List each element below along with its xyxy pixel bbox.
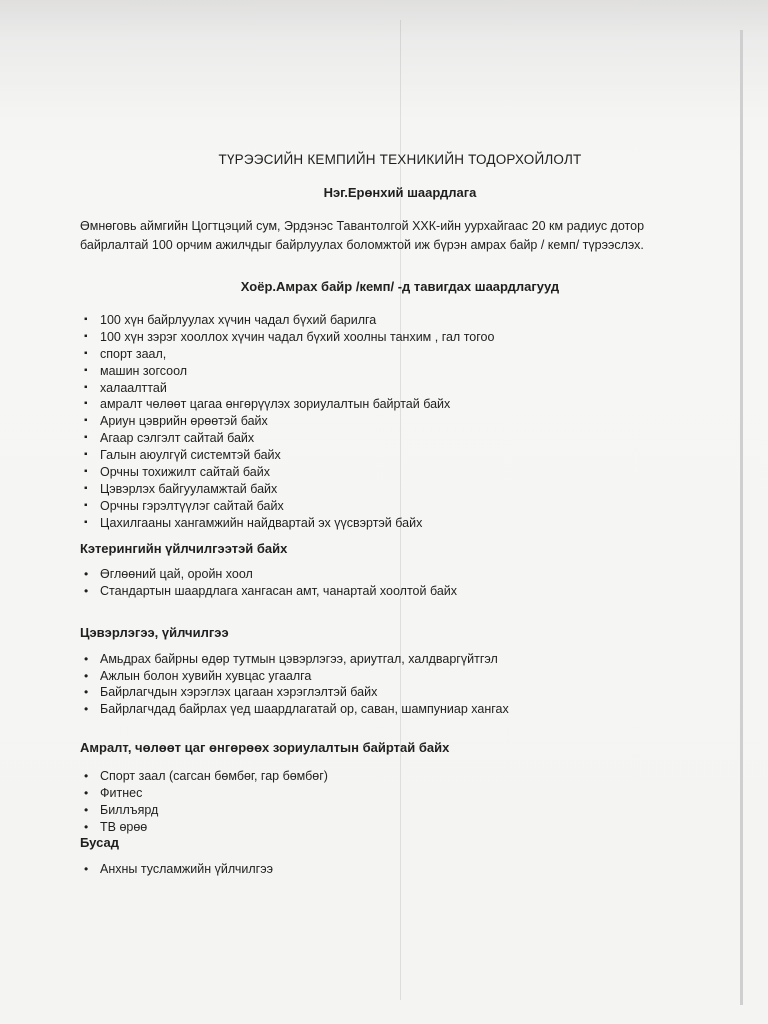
cleaning-heading: Цэвэрлэгээ, үйлчилгээ <box>80 625 229 640</box>
list-item: ▪ Орчны гэрэлтүүлэг сайтай байх <box>84 498 494 515</box>
cleaning-list <box>84 651 509 717</box>
list-item: ▪ Галын аюулгүй системтэй байх <box>84 447 494 464</box>
list-item: • Анхны тусламжийн үйлчилгээ <box>84 861 273 878</box>
list-item: • Спорт заал (сагсан бөмбөг, гар бөмбөг) <box>84 768 328 785</box>
list-item: • ТВ өрөө <box>84 819 328 836</box>
document-title: ТҮРЭЭСИЙН КЕМПИЙН ТЕХНИКИЙН ТОДОРХОЙЛОЛТ <box>218 152 582 167</box>
list-item: ▪ Агаар сэлгэлт сайтай байх <box>84 430 494 447</box>
section1-paragraph: Өмнөговь аймгийн Цогтцэций сум, Эрдэнэс Тавантолгой ХХК-ийн уурхайгаас 20 км радиус дотор байрлалтай 100 орчим ажилчдыг байрлуулах боломжтой иж бүрэн амрах байр / кемп/ түрээслэх. <box>80 219 645 252</box>
list-item: ▪ Цахилгааны хангамжийн найдвартай эх үүсвэртэй байх <box>84 515 494 532</box>
catering-heading: Кэтерингийн үйлчилгээтэй байх <box>80 541 288 556</box>
scan-shadow <box>0 0 768 120</box>
list-item: ▪ машин зогсоол <box>84 363 494 380</box>
list-item: ▪ 100 хүн байрлуулах хүчин чадал бүхий барилга <box>84 312 494 329</box>
list-item: • Өглөөний цай, оройн хоол <box>84 566 457 583</box>
list-item: • Амьдрах байрны өдөр тутмын цэвэрлэгээ, ариутгал, халдваргүйтгэл <box>84 651 509 668</box>
list-item: ▪ Ариун цэврийн өрөөтэй байх <box>84 413 494 430</box>
list-item: • Байрлагчдад байрлах үед шаардлагатай ор, саван, шампуниар хангах <box>84 701 509 718</box>
requirements-list <box>84 312 494 532</box>
list-item: ▪ халаалттай <box>84 380 494 397</box>
list-item: ▪ Орчны тохижилт сайтай байх <box>84 464 494 481</box>
section1-heading: Нэг.Ерөнхий шаардлага <box>323 185 477 200</box>
section2-heading: Хоёр.Амрах байр /кемп/ -д тавигдах шаардлагууд <box>240 279 560 294</box>
list-item: • Стандартын шаардлага хангасан амт, чанартай хоолтой байх <box>84 583 457 600</box>
list-item: • Фитнес <box>84 785 328 802</box>
leisure-heading: Амралт, чөлөөт цаг өнгөрөөх зориулалтын байртай байх <box>80 740 450 755</box>
list-item: • Байрлагчдын хэрэглэх цагаан хэрэглэлтэй байх <box>84 684 509 701</box>
catering-list <box>84 566 457 600</box>
list-item: • Биллъярд <box>84 802 328 819</box>
other-list <box>84 861 273 878</box>
list-item: ▪ 100 хүн зэрэг хооллох хүчин чадал бүхий хоолны танхим , гал тогоо <box>84 329 494 346</box>
leisure-list <box>84 768 328 836</box>
list-item: • Ажлын болон хувийн хувцас угаалга <box>84 668 509 685</box>
list-item: ▪ спорт заал, <box>84 346 494 363</box>
list-item: ▪ амралт чөлөөт цагаа өнгөрүүлэх зориулалтын байртай байх <box>84 396 494 413</box>
list-item: ▪ Цэвэрлэх байгууламжтай байх <box>84 481 494 498</box>
other-heading: Бусад <box>80 835 119 850</box>
page-edge <box>740 30 743 1005</box>
